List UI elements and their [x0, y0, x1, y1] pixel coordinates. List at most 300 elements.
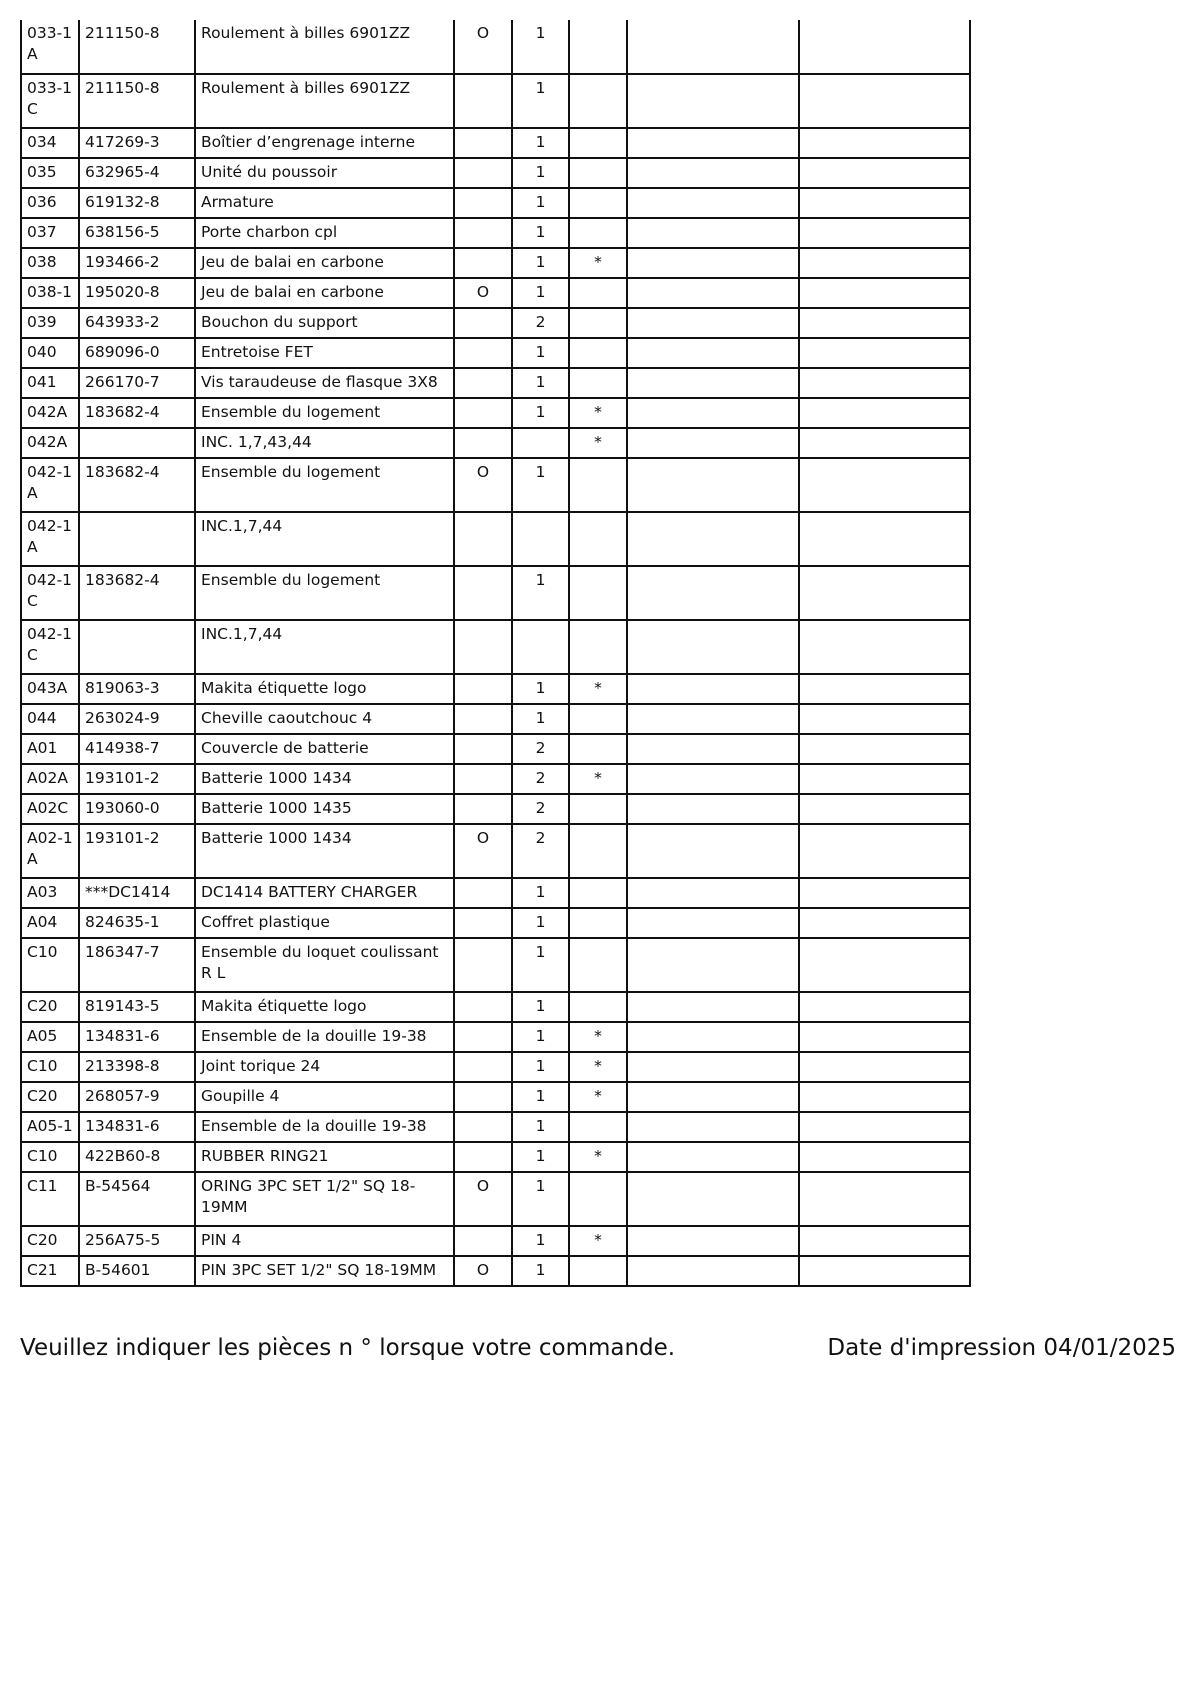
blank-cell — [627, 428, 799, 458]
table-row — [21, 824, 970, 878]
note-mark-cell — [569, 992, 627, 1022]
part-number-cell: 134831-6 — [79, 1022, 195, 1052]
blank-cell — [627, 1052, 799, 1082]
quantity-cell: 1 — [512, 1256, 569, 1286]
blank-cell — [799, 308, 970, 338]
blank-cell — [799, 938, 970, 992]
note-mark-cell: * — [569, 248, 627, 278]
blank-cell — [799, 20, 970, 74]
description-cell: DC1414 BATTERY CHARGER — [195, 878, 454, 908]
blank-cell — [627, 620, 799, 674]
option-cell: O — [454, 1256, 512, 1286]
blank-cell — [627, 1112, 799, 1142]
item-index-cell: 042A — [21, 398, 79, 428]
quantity-cell: 1 — [512, 278, 569, 308]
note-mark-cell — [569, 218, 627, 248]
blank-cell — [627, 704, 799, 734]
blank-cell — [627, 218, 799, 248]
blank-cell — [627, 278, 799, 308]
option-cell — [454, 1226, 512, 1256]
description-cell: Bouchon du support — [195, 308, 454, 338]
note-mark-cell — [569, 824, 627, 878]
item-index-cell: A04 — [21, 908, 79, 938]
blank-cell — [799, 1082, 970, 1112]
quantity-cell: 1 — [512, 1226, 569, 1256]
option-cell — [454, 188, 512, 218]
option-cell — [454, 338, 512, 368]
quantity-cell: 1 — [512, 878, 569, 908]
description-cell: Boîtier d’engrenage interne — [195, 128, 454, 158]
part-number-cell: 211150-8 — [79, 74, 195, 128]
blank-cell — [627, 338, 799, 368]
table-row — [21, 308, 970, 338]
description-cell: PIN 3PC SET 1/2" SQ 18-19MM — [195, 1256, 454, 1286]
note-mark-cell — [569, 128, 627, 158]
part-number-cell: 263024-9 — [79, 704, 195, 734]
description-cell: Unité du poussoir — [195, 158, 454, 188]
part-number-cell: 689096-0 — [79, 338, 195, 368]
note-mark-cell: * — [569, 398, 627, 428]
quantity-cell — [512, 512, 569, 566]
blank-cell — [627, 764, 799, 794]
quantity-cell — [512, 620, 569, 674]
quantity-cell: 1 — [512, 398, 569, 428]
quantity-cell: 1 — [512, 938, 569, 992]
quantity-cell: 2 — [512, 734, 569, 764]
blank-cell — [799, 338, 970, 368]
table-row — [21, 74, 970, 128]
note-mark-cell — [569, 158, 627, 188]
part-number-cell: 422B60-8 — [79, 1142, 195, 1172]
item-index-cell: A02-1A — [21, 824, 79, 878]
note-mark-cell — [569, 734, 627, 764]
blank-cell — [799, 158, 970, 188]
part-number-cell: B-54601 — [79, 1256, 195, 1286]
quantity-cell: 1 — [512, 1082, 569, 1112]
part-number-cell: 186347-7 — [79, 938, 195, 992]
table-row — [21, 620, 970, 674]
blank-cell — [799, 1052, 970, 1082]
blank-cell — [627, 74, 799, 128]
option-cell — [454, 764, 512, 794]
blank-cell — [627, 824, 799, 878]
note-mark-cell: * — [569, 1052, 627, 1082]
description-cell: INC.1,7,44 — [195, 512, 454, 566]
item-index-cell: 044 — [21, 704, 79, 734]
description-cell: Ensemble du logement — [195, 566, 454, 620]
table-row — [21, 248, 970, 278]
note-mark-cell — [569, 566, 627, 620]
blank-cell — [799, 512, 970, 566]
blank-cell — [627, 1226, 799, 1256]
description-cell: Ensemble de la douille 19-38 — [195, 1112, 454, 1142]
option-cell — [454, 1142, 512, 1172]
note-mark-cell — [569, 878, 627, 908]
part-number-cell: 266170-7 — [79, 368, 195, 398]
option-cell — [454, 248, 512, 278]
item-index-cell: 042A — [21, 428, 79, 458]
blank-cell — [799, 188, 970, 218]
item-index-cell: C20 — [21, 1082, 79, 1112]
item-index-cell: 039 — [21, 308, 79, 338]
description-cell: Ensemble du loquet coulissant R L — [195, 938, 454, 992]
option-cell — [454, 158, 512, 188]
table-row — [21, 218, 970, 248]
note-mark-cell: * — [569, 1082, 627, 1112]
blank-cell — [627, 368, 799, 398]
quantity-cell: 1 — [512, 338, 569, 368]
description-cell: Jeu de balai en carbone — [195, 278, 454, 308]
item-index-cell: 043A — [21, 674, 79, 704]
part-number-cell — [79, 428, 195, 458]
blank-cell — [627, 1142, 799, 1172]
table-row — [21, 938, 970, 992]
part-number-cell: 638156-5 — [79, 218, 195, 248]
blank-cell — [799, 1022, 970, 1052]
blank-cell — [627, 1172, 799, 1226]
part-number-cell: 183682-4 — [79, 566, 195, 620]
note-mark-cell: * — [569, 1142, 627, 1172]
option-cell — [454, 1082, 512, 1112]
item-index-cell: 041 — [21, 368, 79, 398]
part-number-cell: 134831-6 — [79, 1112, 195, 1142]
option-cell — [454, 878, 512, 908]
part-number-cell: 824635-1 — [79, 908, 195, 938]
item-index-cell: 038 — [21, 248, 79, 278]
part-number-cell: 193060-0 — [79, 794, 195, 824]
part-number-cell: 195020-8 — [79, 278, 195, 308]
item-index-cell: 042-1C — [21, 620, 79, 674]
item-index-cell: A05 — [21, 1022, 79, 1052]
blank-cell — [799, 1226, 970, 1256]
blank-cell — [799, 128, 970, 158]
item-index-cell: 037 — [21, 218, 79, 248]
option-cell — [454, 428, 512, 458]
option-cell — [454, 1112, 512, 1142]
part-number-cell: 193466-2 — [79, 248, 195, 278]
part-number-cell: 213398-8 — [79, 1052, 195, 1082]
option-cell — [454, 566, 512, 620]
table-row — [21, 188, 970, 218]
item-index-cell: A01 — [21, 734, 79, 764]
part-number-cell: 193101-2 — [79, 764, 195, 794]
description-cell: Jeu de balai en carbone — [195, 248, 454, 278]
option-cell — [454, 368, 512, 398]
description-cell: RUBBER RING21 — [195, 1142, 454, 1172]
quantity-cell: 1 — [512, 20, 569, 74]
item-index-cell: 042-1A — [21, 458, 79, 512]
blank-cell — [627, 308, 799, 338]
description-cell: Ensemble de la douille 19-38 — [195, 1022, 454, 1052]
blank-cell — [799, 74, 970, 128]
blank-cell — [799, 674, 970, 704]
item-index-cell: C10 — [21, 1052, 79, 1082]
description-cell: Makita étiquette logo — [195, 674, 454, 704]
table-row — [21, 128, 970, 158]
description-cell: Batterie 1000 1435 — [195, 794, 454, 824]
quantity-cell: 1 — [512, 674, 569, 704]
note-mark-cell — [569, 20, 627, 74]
blank-cell — [627, 674, 799, 704]
item-index-cell: 042-1A — [21, 512, 79, 566]
part-number-cell — [79, 512, 195, 566]
option-cell: O — [454, 1172, 512, 1226]
note-mark-cell — [569, 1112, 627, 1142]
note-mark-cell — [569, 278, 627, 308]
table-row — [21, 1256, 970, 1286]
part-number-cell: 619132-8 — [79, 188, 195, 218]
part-number-cell: 414938-7 — [79, 734, 195, 764]
note-mark-cell — [569, 794, 627, 824]
description-cell: ORING 3PC SET 1/2" SQ 18-19MM — [195, 1172, 454, 1226]
option-cell: O — [454, 20, 512, 74]
note-mark-cell — [569, 308, 627, 338]
option-cell — [454, 1022, 512, 1052]
table-row — [21, 908, 970, 938]
quantity-cell: 1 — [512, 128, 569, 158]
description-cell: Vis taraudeuse de flasque 3X8 — [195, 368, 454, 398]
blank-cell — [799, 908, 970, 938]
blank-cell — [799, 878, 970, 908]
quantity-cell — [512, 428, 569, 458]
table-row — [21, 878, 970, 908]
description-cell: PIN 4 — [195, 1226, 454, 1256]
note-mark-cell — [569, 908, 627, 938]
part-number-cell: 183682-4 — [79, 398, 195, 428]
item-index-cell: A02C — [21, 794, 79, 824]
option-cell — [454, 794, 512, 824]
description-cell: Roulement à billes 6901ZZ — [195, 74, 454, 128]
option-cell — [454, 1052, 512, 1082]
item-index-cell: 040 — [21, 338, 79, 368]
blank-cell — [627, 20, 799, 74]
part-number-cell: 256A75-5 — [79, 1226, 195, 1256]
quantity-cell: 1 — [512, 74, 569, 128]
item-index-cell: C10 — [21, 1142, 79, 1172]
table-row — [21, 512, 970, 566]
blank-cell — [799, 1172, 970, 1226]
table-row — [21, 1082, 970, 1112]
description-cell: Goupille 4 — [195, 1082, 454, 1112]
option-cell — [454, 734, 512, 764]
blank-cell — [627, 938, 799, 992]
part-number-cell — [79, 620, 195, 674]
quantity-cell: 1 — [512, 1112, 569, 1142]
table-row — [21, 674, 970, 704]
blank-cell — [799, 620, 970, 674]
blank-cell — [799, 218, 970, 248]
part-number-cell: 643933-2 — [79, 308, 195, 338]
note-mark-cell — [569, 1256, 627, 1286]
blank-cell — [627, 458, 799, 512]
table-row — [21, 20, 970, 74]
print-date: Date d'impression 04/01/2025 — [827, 1335, 1176, 1361]
note-mark-cell — [569, 938, 627, 992]
quantity-cell: 1 — [512, 566, 569, 620]
blank-cell — [799, 1112, 970, 1142]
note-mark-cell: * — [569, 1226, 627, 1256]
item-index-cell: C10 — [21, 938, 79, 992]
blank-cell — [799, 458, 970, 512]
quantity-cell: 1 — [512, 704, 569, 734]
part-number-cell: 193101-2 — [79, 824, 195, 878]
quantity-cell: 1 — [512, 1142, 569, 1172]
description-cell: Porte charbon cpl — [195, 218, 454, 248]
description-cell: Batterie 1000 1434 — [195, 764, 454, 794]
note-mark-cell: * — [569, 1022, 627, 1052]
note-mark-cell — [569, 512, 627, 566]
table-row — [21, 794, 970, 824]
option-cell — [454, 218, 512, 248]
option-cell — [454, 512, 512, 566]
part-number-cell: 268057-9 — [79, 1082, 195, 1112]
quantity-cell: 1 — [512, 158, 569, 188]
note-mark-cell — [569, 620, 627, 674]
blank-cell — [799, 566, 970, 620]
option-cell — [454, 620, 512, 674]
blank-cell — [799, 368, 970, 398]
quantity-cell: 2 — [512, 824, 569, 878]
blank-cell — [627, 128, 799, 158]
table-row — [21, 458, 970, 512]
option-cell: O — [454, 458, 512, 512]
item-index-cell: A05-1 — [21, 1112, 79, 1142]
table-row — [21, 428, 970, 458]
table-row — [21, 338, 970, 368]
blank-cell — [627, 992, 799, 1022]
blank-cell — [627, 1256, 799, 1286]
blank-cell — [627, 1022, 799, 1052]
item-index-cell: 033-1A — [21, 20, 79, 74]
item-index-cell: C20 — [21, 1226, 79, 1256]
description-cell: Couvercle de batterie — [195, 734, 454, 764]
part-number-cell: B-54564 — [79, 1172, 195, 1226]
quantity-cell: 1 — [512, 1022, 569, 1052]
item-index-cell: A03 — [21, 878, 79, 908]
table-row — [21, 1172, 970, 1226]
part-number-cell: 211150-8 — [79, 20, 195, 74]
option-cell: O — [454, 824, 512, 878]
blank-cell — [627, 188, 799, 218]
part-number-cell: 819063-3 — [79, 674, 195, 704]
description-cell: Ensemble du logement — [195, 398, 454, 428]
blank-cell — [627, 734, 799, 764]
description-cell: Roulement à billes 6901ZZ — [195, 20, 454, 74]
note-mark-cell — [569, 704, 627, 734]
item-index-cell: 036 — [21, 188, 79, 218]
blank-cell — [627, 1082, 799, 1112]
note-mark-cell — [569, 188, 627, 218]
note-mark-cell: * — [569, 764, 627, 794]
description-cell: Cheville caoutchouc 4 — [195, 704, 454, 734]
table-row — [21, 992, 970, 1022]
blank-cell — [627, 794, 799, 824]
quantity-cell: 2 — [512, 764, 569, 794]
note-mark-cell — [569, 74, 627, 128]
quantity-cell: 1 — [512, 1172, 569, 1226]
blank-cell — [627, 398, 799, 428]
option-cell — [454, 74, 512, 128]
quantity-cell: 1 — [512, 458, 569, 512]
description-cell: Armature — [195, 188, 454, 218]
option-cell — [454, 308, 512, 338]
option-cell — [454, 704, 512, 734]
table-row — [21, 734, 970, 764]
part-number-cell: 632965-4 — [79, 158, 195, 188]
blank-cell — [799, 1142, 970, 1172]
table-row — [21, 368, 970, 398]
blank-cell — [799, 704, 970, 734]
blank-cell — [627, 878, 799, 908]
blank-cell — [799, 428, 970, 458]
description-cell: Batterie 1000 1434 — [195, 824, 454, 878]
blank-cell — [799, 248, 970, 278]
part-number-cell: 183682-4 — [79, 458, 195, 512]
order-instruction-note: Veuillez indiquer les pièces n ° lorsque votre commande. — [20, 1335, 676, 1361]
table-row — [21, 278, 970, 308]
note-mark-cell — [569, 368, 627, 398]
description-cell: Joint torique 24 — [195, 1052, 454, 1082]
blank-cell — [799, 1256, 970, 1286]
item-index-cell: 035 — [21, 158, 79, 188]
description-cell: INC.1,7,44 — [195, 620, 454, 674]
item-index-cell: C11 — [21, 1172, 79, 1226]
part-number-cell: 417269-3 — [79, 128, 195, 158]
item-index-cell: C20 — [21, 992, 79, 1022]
blank-cell — [627, 512, 799, 566]
blank-cell — [799, 764, 970, 794]
blank-cell — [799, 992, 970, 1022]
part-number-cell: 819143-5 — [79, 992, 195, 1022]
note-mark-cell — [569, 1172, 627, 1226]
blank-cell — [627, 158, 799, 188]
blank-cell — [799, 794, 970, 824]
description-cell: Coffret plastique — [195, 908, 454, 938]
option-cell — [454, 398, 512, 428]
part-number-cell: ***DC1414 — [79, 878, 195, 908]
table-row — [21, 1112, 970, 1142]
table-row — [21, 704, 970, 734]
option-cell — [454, 992, 512, 1022]
parts-table — [20, 20, 971, 1287]
quantity-cell: 1 — [512, 992, 569, 1022]
quantity-cell: 2 — [512, 308, 569, 338]
quantity-cell: 1 — [512, 908, 569, 938]
quantity-cell: 1 — [512, 218, 569, 248]
quantity-cell: 1 — [512, 188, 569, 218]
blank-cell — [799, 734, 970, 764]
description-cell: Makita étiquette logo — [195, 992, 454, 1022]
table-row — [21, 398, 970, 428]
blank-cell — [627, 566, 799, 620]
blank-cell — [799, 398, 970, 428]
item-index-cell: 038-1 — [21, 278, 79, 308]
table-row — [21, 1022, 970, 1052]
item-index-cell: 034 — [21, 128, 79, 158]
quantity-cell: 2 — [512, 794, 569, 824]
option-cell — [454, 128, 512, 158]
description-cell: Entretoise FET — [195, 338, 454, 368]
note-mark-cell: * — [569, 428, 627, 458]
note-mark-cell: * — [569, 674, 627, 704]
table-row — [21, 1052, 970, 1082]
option-cell — [454, 908, 512, 938]
option-cell — [454, 938, 512, 992]
table-row — [21, 1226, 970, 1256]
item-index-cell: 042-1C — [21, 566, 79, 620]
note-mark-cell — [569, 338, 627, 368]
blank-cell — [799, 278, 970, 308]
